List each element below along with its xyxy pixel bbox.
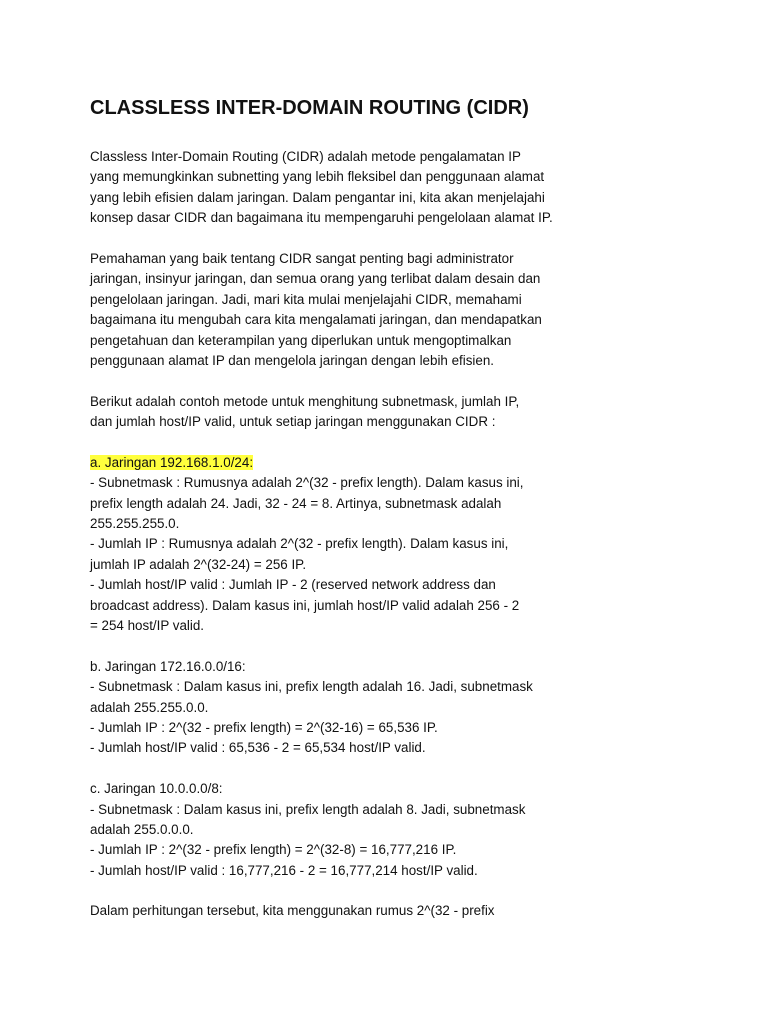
example-line: - Jumlah host/IP valid : 65,536 - 2 = 65,534 host/IP valid. <box>90 740 426 756</box>
example-line: - Jumlah IP : 2^(32 - prefix length) = 2^(32-16) = 65,536 IP. <box>90 719 438 735</box>
example-line: broadcast address). Dalam kasus ini, jumlah host/IP valid adalah 256 - 2 <box>90 597 520 613</box>
paragraph-line: yang lebih efisien dalam jaringan. Dalam pengantar ini, kita akan menjelajahi <box>90 189 545 205</box>
example-c-heading: c. Jaringan 10.0.0.0/8: <box>90 781 223 797</box>
paragraph-line: konsep dasar CIDR dan bagaimana itu mempengaruhi pengelolaan alamat IP. <box>90 210 553 226</box>
paragraph-line: Pemahaman yang baik tentang CIDR sangat penting bagi administrator <box>90 250 514 266</box>
example-line: - Jumlah IP : Rumusnya adalah 2^(32 - prefix length). Dalam kasus ini, <box>90 536 509 552</box>
example-b-section <box>90 657 690 759</box>
paragraph-line: pengetahuan dan keterampilan yang diperlukan untuk mengoptimalkan <box>90 332 512 348</box>
paragraph-line: bagaimana itu mengubah cara kita mengalamati jaringan, dan mendapatkan <box>90 312 542 328</box>
second-paragraph <box>90 249 690 371</box>
paragraph-gap <box>90 371 690 391</box>
intro-paragraph <box>90 147 690 229</box>
example-line: adalah 255.255.0.0. <box>90 699 209 715</box>
example-line: - Jumlah IP : 2^(32 - prefix length) = 2^(32-8) = 16,777,216 IP. <box>90 842 457 858</box>
paragraph-line: pengelolaan jaringan. Jadi, mari kita mulai menjelajahi CIDR, memahami <box>90 291 522 307</box>
document-body <box>90 147 690 922</box>
example-a-heading-line <box>90 453 690 473</box>
paragraph-line: jaringan, insinyur jaringan, dan semua orang yang terlibat dalam desain dan <box>90 271 541 287</box>
example-line: - Jumlah host/IP valid : Jumlah IP - 2 (reserved network address dan <box>90 577 496 593</box>
example-line: - Jumlah host/IP valid : 16,777,216 - 2 = 16,777,214 host/IP valid. <box>90 862 478 878</box>
example-b-heading: b. Jaringan 172.16.0.0/16: <box>90 658 246 674</box>
paragraph-gap <box>90 759 690 779</box>
paragraph-gap <box>90 432 690 452</box>
document-title: CLASSLESS INTER-DOMAIN ROUTING (CIDR) <box>90 97 529 119</box>
example-c-section <box>90 779 690 881</box>
example-line: jumlah IP adalah 2^(32-24) = 256 IP. <box>90 556 307 572</box>
example-line: adalah 255.0.0.0. <box>90 821 194 837</box>
example-line: - Subnetmask : Rumusnya adalah 2^(32 - prefix length). Dalam kasus ini, <box>90 475 524 491</box>
example-a-section <box>90 453 690 637</box>
paragraph-gap <box>90 881 690 901</box>
paragraph-gap <box>90 229 690 249</box>
paragraph-line: yang memungkinkan subnetting yang lebih fleksibel dan penggunaan alamat <box>90 169 545 185</box>
example-line: = 254 host/IP valid. <box>90 617 205 633</box>
example-line: - Subnetmask : Dalam kasus ini, prefix length adalah 16. Jadi, subnetmask <box>90 679 533 695</box>
highlighted-heading: a. Jaringan 192.168.1.0/24: <box>90 454 254 470</box>
paragraph-gap <box>90 636 690 656</box>
paragraph-line: Classless Inter-Domain Routing (CIDR) adalah metode pengalamatan IP <box>90 149 521 164</box>
closing-line: Dalam perhitungan tersebut, kita menggunakan rumus 2^(32 - prefix <box>90 903 495 919</box>
document-page <box>90 95 690 922</box>
paragraph-line: penggunaan alamat IP dan mengelola jaringan dengan lebih efisien. <box>90 352 495 368</box>
example-line: 255.255.255.0. <box>90 516 180 532</box>
paragraph-line: dan jumlah host/IP valid, untuk setiap jaringan menggunakan CIDR : <box>90 414 496 430</box>
third-paragraph <box>90 392 690 433</box>
example-line: prefix length adalah 24. Jadi, 32 - 24 = 8. Artinya, subnetmask adalah <box>90 495 502 511</box>
example-line: - Subnetmask : Dalam kasus ini, prefix length adalah 8. Jadi, subnetmask <box>90 801 526 817</box>
paragraph-line: Berikut adalah contoh metode untuk menghitung subnetmask, jumlah IP, <box>90 393 520 409</box>
